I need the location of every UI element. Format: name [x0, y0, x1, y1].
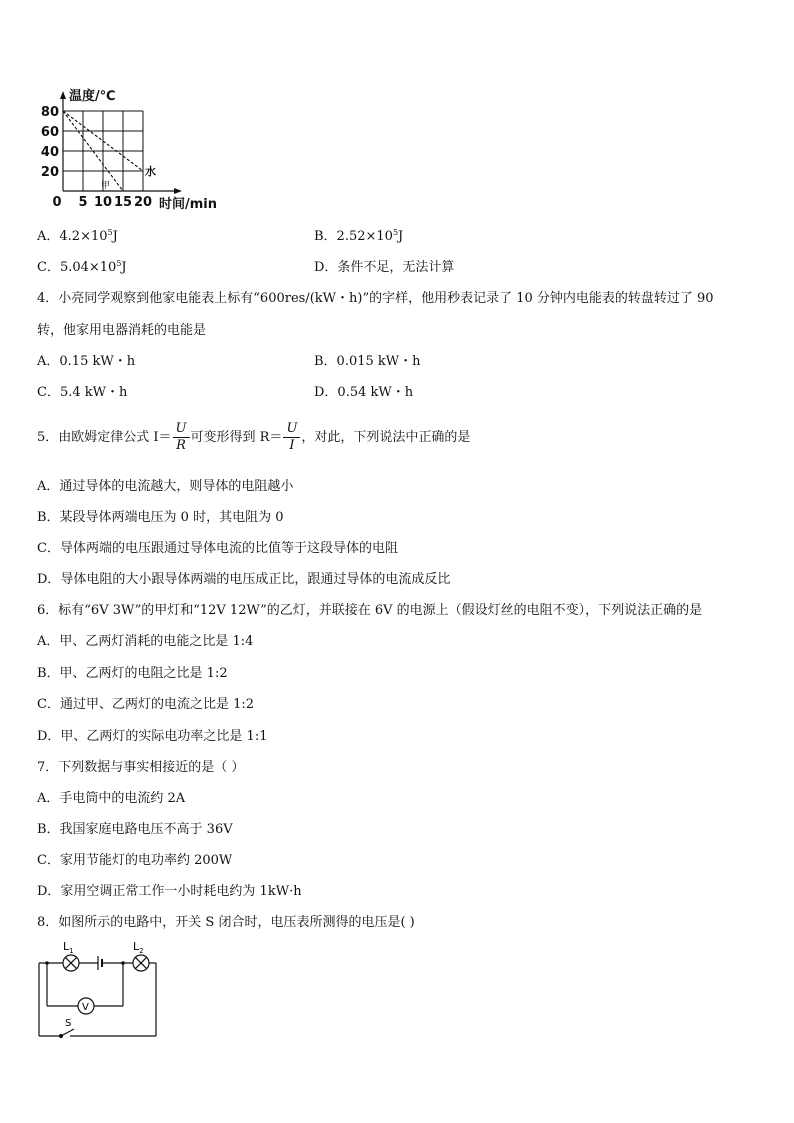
series-label-water: 水 — [145, 165, 156, 178]
y-tick-label: 80 — [40, 105, 59, 120]
x-tick-label: 20 — [133, 195, 153, 210]
q4-option-a: A．0.15 kW・h — [37, 354, 136, 369]
lamp-l2-icon — [133, 955, 149, 971]
q6-option-c: C．通过甲、乙两灯的电流之比是 1:2 — [37, 697, 255, 712]
q5-option-c: C．导体两端的电压跟通过导体电流的比值等于这段导体的电阻 — [37, 541, 398, 556]
voltmeter-label: V — [82, 1002, 89, 1013]
label-l1: $L_1$ — [63, 940, 74, 955]
label-l2: $L_2$ — [133, 940, 144, 955]
q4-option-d: D．0.54 kW・h — [314, 385, 414, 400]
circuit-diagram — [34, 938, 166, 1042]
x-axis-arrow — [174, 188, 182, 194]
q3-option-d: D．条件不足，无法计算 — [314, 260, 455, 275]
temperature-time-chart — [30, 82, 240, 212]
lamp-l1-icon — [63, 955, 79, 971]
q4-option-b: B．0.015 kW・h — [314, 354, 421, 369]
q7-option-d: D．家用空调正常工作一小时耗电约为 1kW·h — [37, 884, 302, 899]
q4-option-c: C．5.4 kW・h — [37, 385, 128, 400]
q3-option-c: C．$5.04\times 10^5J$ — [37, 259, 127, 275]
q7-stem: 7．下列数据与事实相接近的是（ ） — [37, 760, 245, 775]
y-axis-label: 温度/℃ — [69, 89, 116, 104]
q5-option-a: A．通过导体的电流越大，则导体的电阻越小 — [37, 479, 294, 494]
x-tick-label: 15 — [113, 195, 133, 210]
switch-label: S — [65, 1018, 72, 1029]
y-axis-arrow — [60, 91, 66, 99]
chart-labels — [41, 88, 217, 212]
series-label-jia: 甲 — [101, 181, 111, 191]
q7-option-c: C．家用节能灯的电功率约 200W — [37, 853, 233, 868]
q4-stem-line2: 转，他家用电器消耗的电能是 — [37, 323, 207, 338]
q7-option-b: B．我国家庭电路电压不高于 36V — [37, 822, 233, 837]
q7-option-a: A．手电筒中的电流约 2A — [37, 791, 186, 806]
x-axis-label: 时间/min — [159, 197, 218, 212]
q8-stem: 8．如图所示的电路中，开关 S 闭合时，电压表所测得的电压是( ) — [37, 915, 415, 930]
q6-option-b: B．甲、乙两灯的电阻之比是 1:2 — [37, 666, 228, 681]
q6-option-a: A．甲、乙两灯消耗的电能之比是 1:4 — [37, 634, 254, 649]
q5-option-b: B．某段导体两端电压为 0 时，其电阻为 0 — [37, 510, 284, 525]
q6-stem: 6．标有“6V 3W”的甲灯和“12V 12W”的乙灯，并联接在 6V 的电源上（假设灯丝的电阻不变），下列说法正确的是 — [37, 603, 703, 618]
battery-icon — [98, 956, 102, 970]
q6-option-d: D．甲、乙两灯的实际电功率之比是 1:1 — [37, 729, 268, 744]
y-tick-label: 20 — [40, 165, 59, 180]
x-tick-label: 10 — [93, 195, 113, 210]
y-tick-label: 60 — [40, 125, 59, 140]
fraction-u-over-r: $\frac{U}{R}$ — [173, 421, 190, 454]
q5-stem: 5．由欧姆定律公式 I＝ $\frac{U}{R}$ 可变形得到 R＝ $\frac{U}{I}$ ，对此，下列说法中正确的是 — [37, 421, 471, 453]
q5-option-d: D．导体电阻的大小跟导体两端的电压成正比，跟通过导体的电流成反比 — [37, 572, 451, 587]
x-tick-label: 5 — [78, 195, 88, 210]
q3-option-b: B．$2.52\times 10^5J$ — [314, 228, 404, 244]
x-tick-label: 0 — [52, 195, 62, 210]
q4-stem-line1: 4．小亮同学观察到他家电能表上标有“600res/(kW・h)”的字样，他用秒表记录了 10 分钟内电能表的转盘转过了 90 — [37, 291, 714, 306]
chart-grid — [63, 111, 143, 191]
chart-axes — [60, 91, 182, 194]
y-tick-label: 40 — [40, 145, 59, 160]
q3-option-a: A．$4.2\times 10^5J$ — [37, 228, 118, 244]
fraction-u-over-i: $\frac{U}{I}$ — [283, 421, 300, 454]
